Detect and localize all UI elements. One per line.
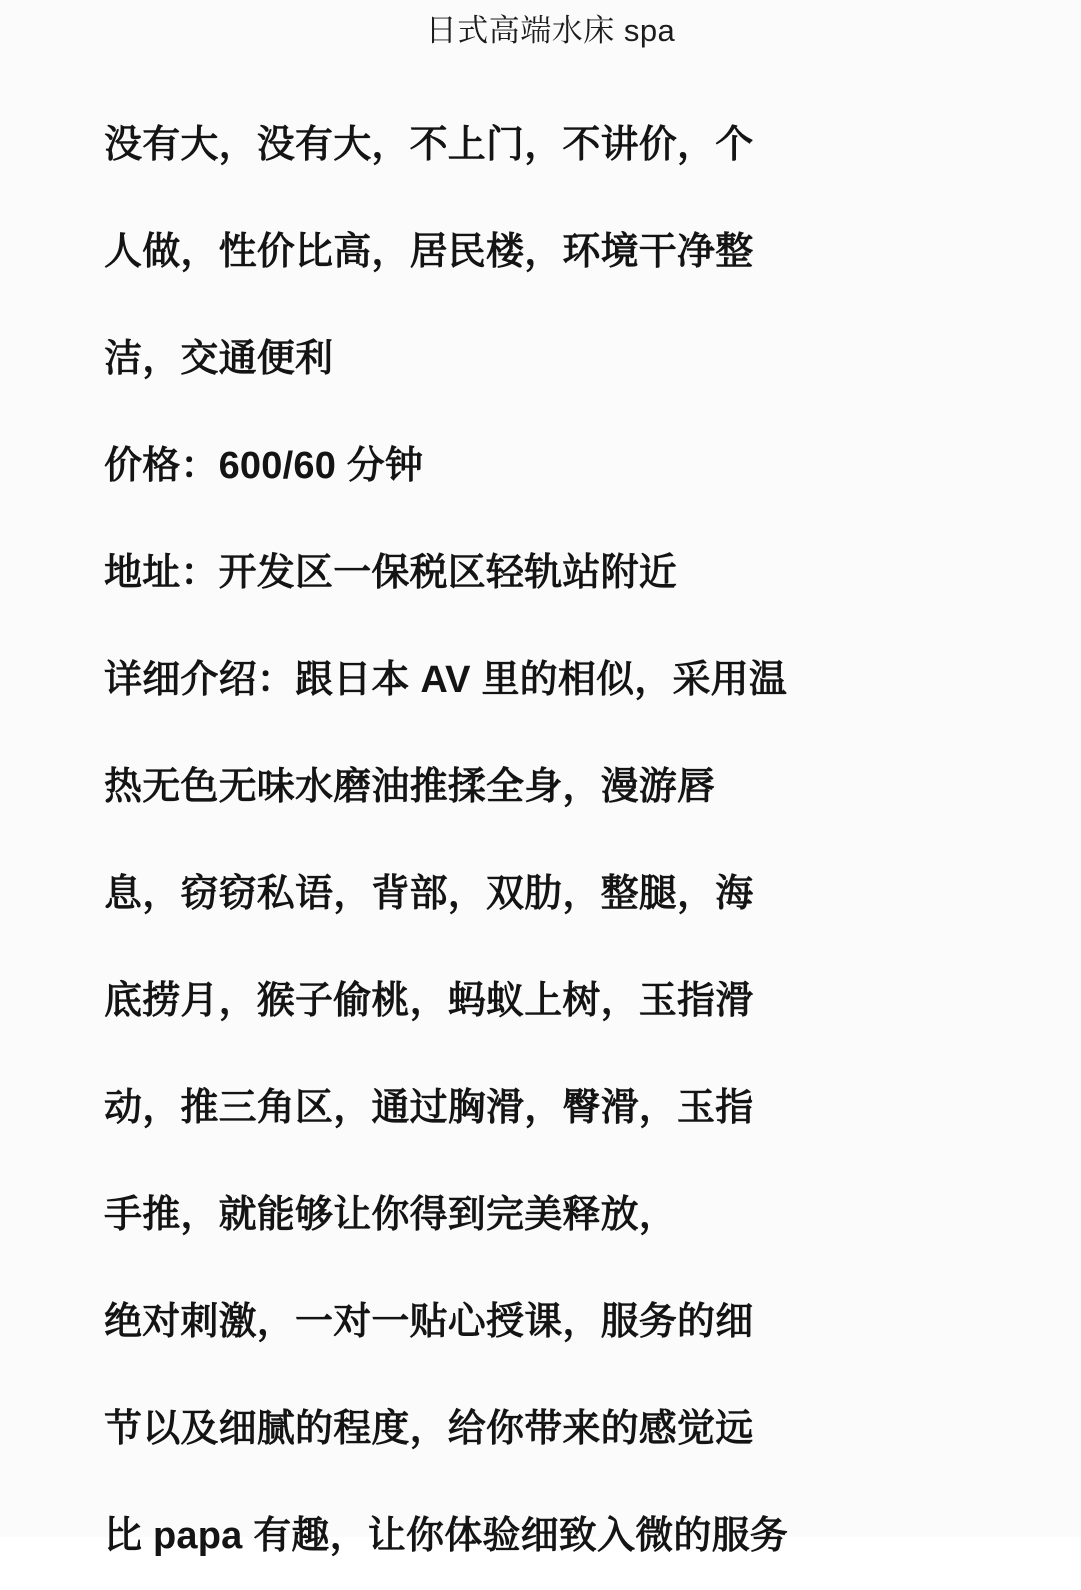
text-line: 息，窃窃私语，背部，双肋，整腿，海 [104, 873, 754, 915]
text-line: 比 papa 有趣，让你体验细致入微的服务 [104, 1515, 789, 1557]
text-line: 热无色无味水磨油推揉全身，漫游唇 [104, 766, 716, 808]
text-line: 人做，性价比高，居民楼，环境干净整 [104, 231, 754, 273]
text-line: 地址：开发区一保税区轻轨站附近 [104, 552, 678, 594]
document-body [104, 92, 894, 1590]
page-title: 日式高端水床 spa [425, 13, 676, 48]
text-line: 价格：600/60 分钟 [104, 445, 424, 487]
text-line: 绝对刺激，一对一贴心授课，服务的细 [104, 1301, 754, 1343]
text-line: 洁，交通便利 [104, 338, 334, 380]
text-line: 动，推三角区，通过胸滑，臀滑，玉指 [104, 1087, 754, 1129]
text-line: 没有大，没有大，不上门，不讲价，个 [104, 124, 754, 166]
text-line: 手推，就能够让你得到完美释放， [104, 1194, 678, 1236]
text-line: 底捞月，猴子偷桃，蚂蚁上树，玉指滑 [104, 980, 754, 1022]
text-line: 详细介绍：跟日本 AV 里的相似，采用温 [104, 659, 788, 701]
text-line: 节以及细腻的程度，给你带来的感觉远 [104, 1408, 754, 1450]
